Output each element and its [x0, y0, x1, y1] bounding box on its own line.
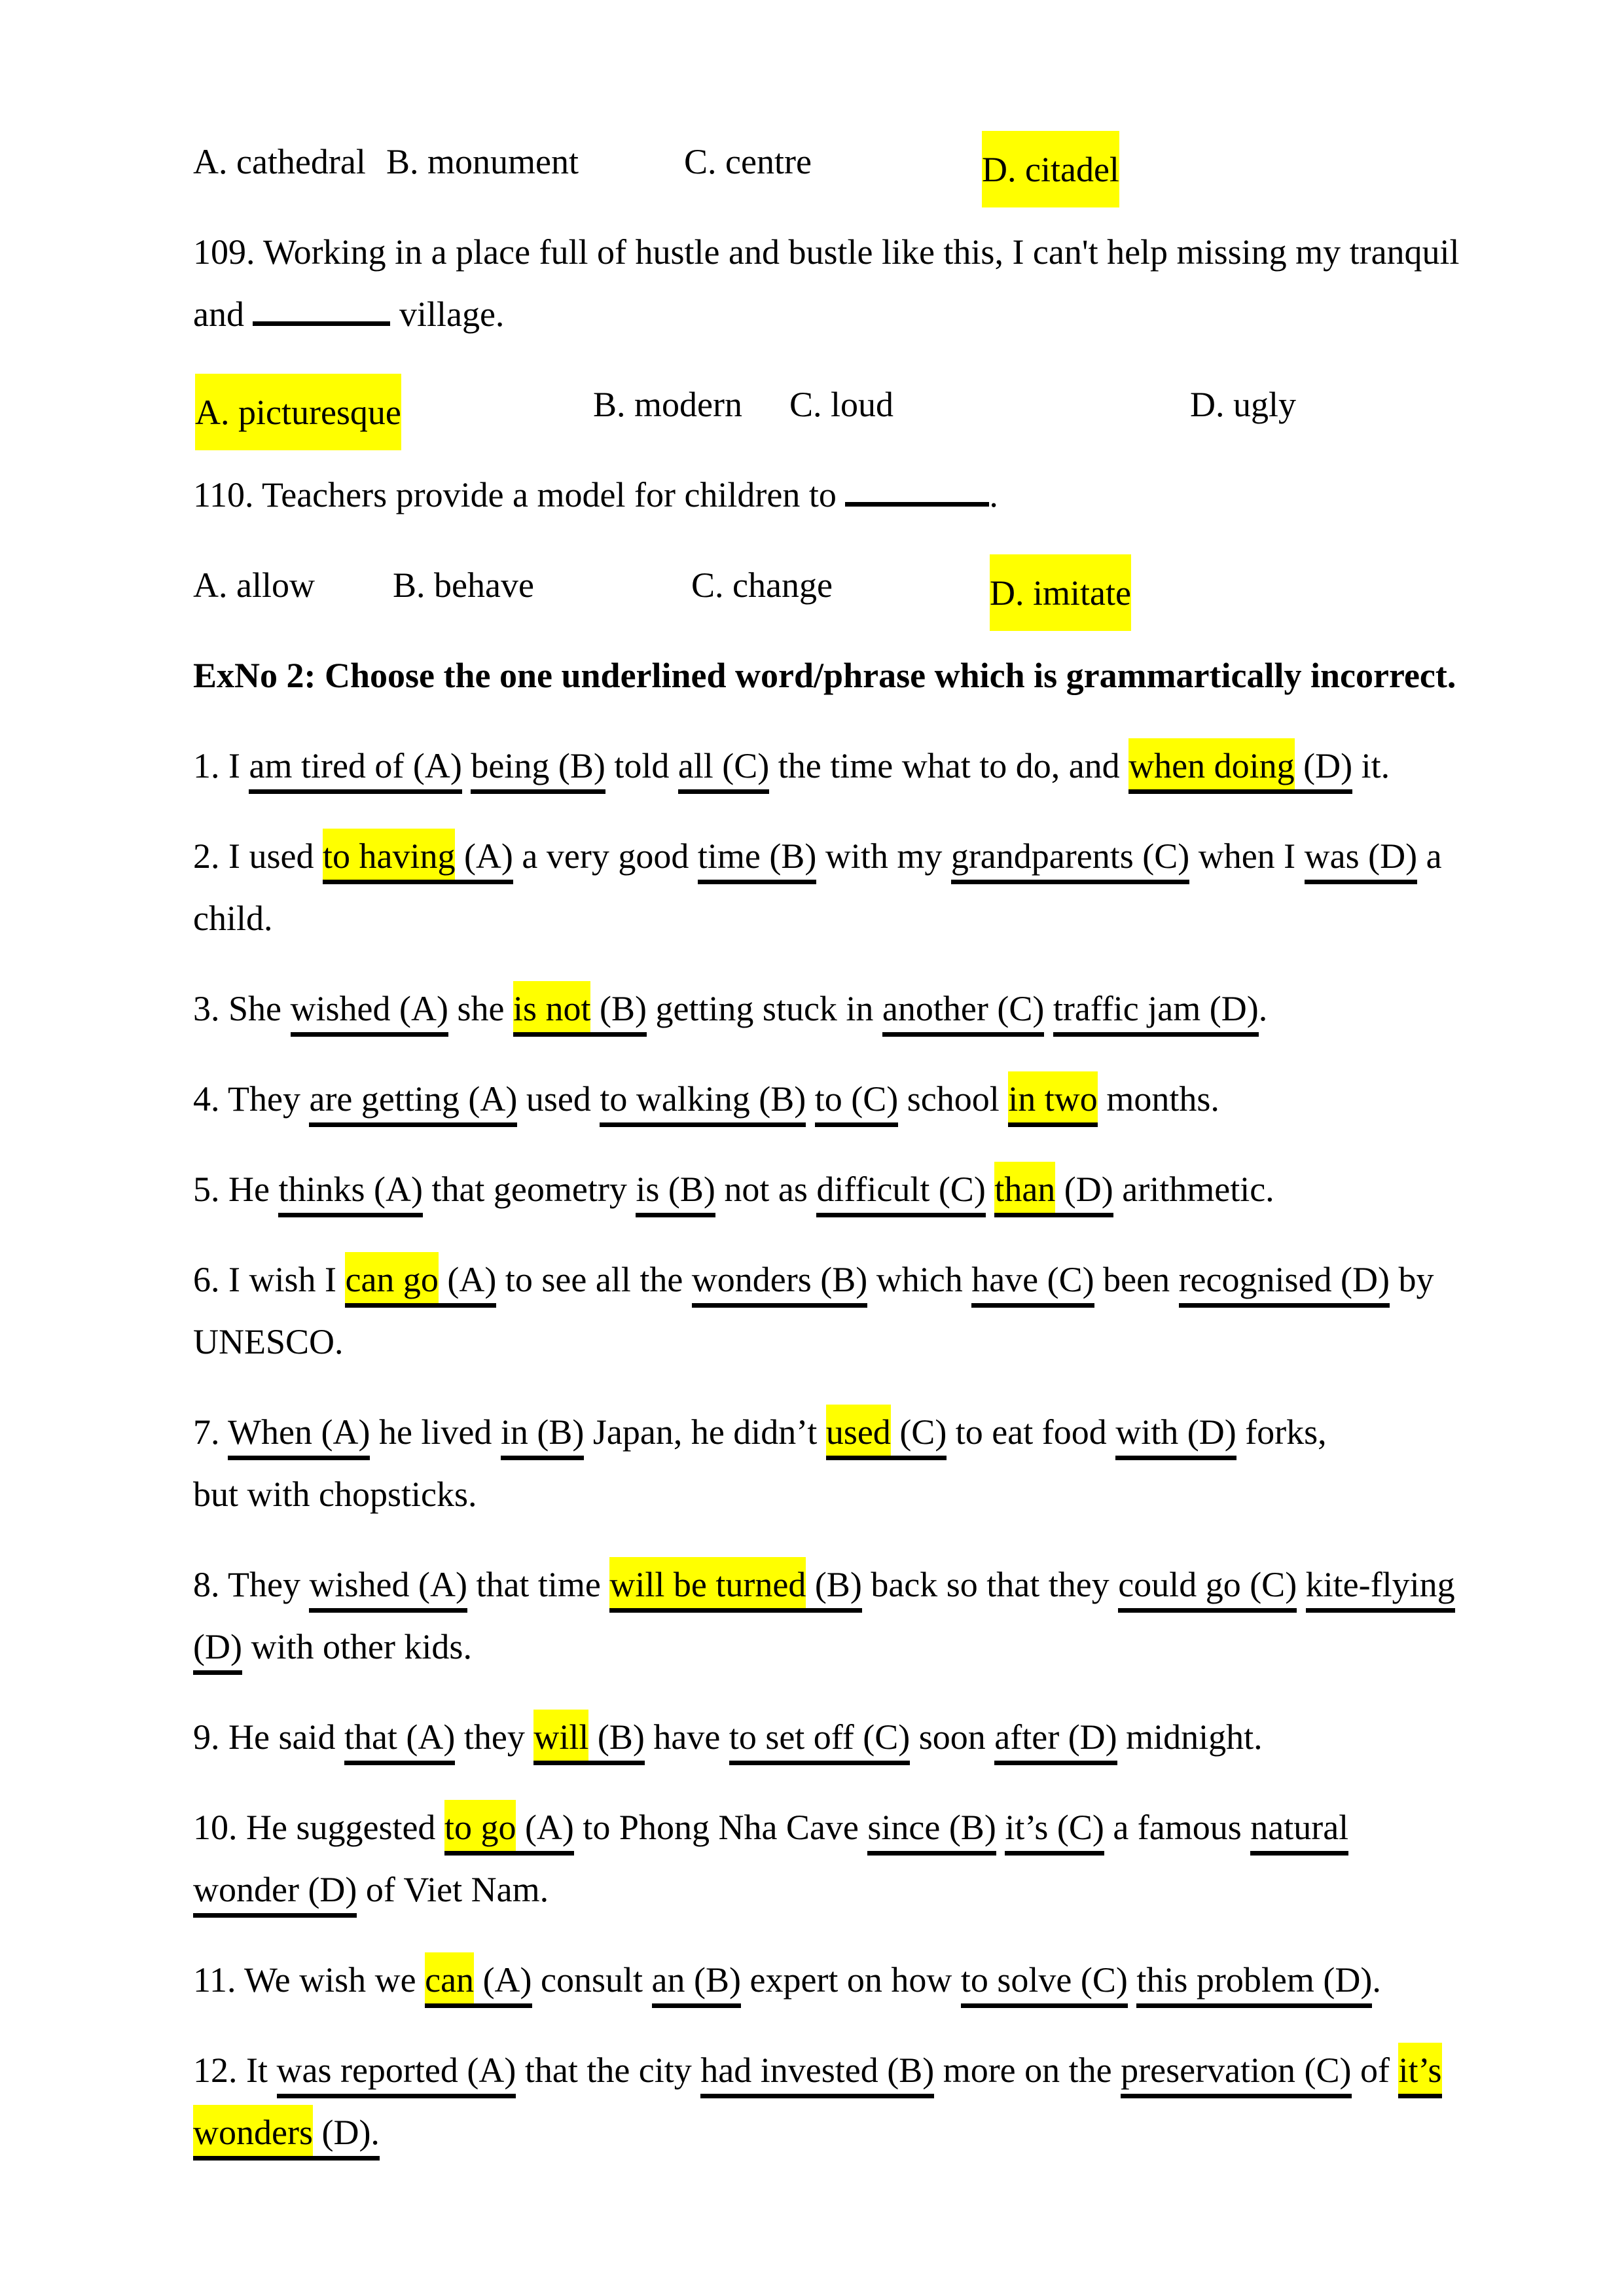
- underlined-phrase: an (B): [652, 1960, 741, 2008]
- text-run: [986, 1170, 995, 1209]
- text-run: Japan, he didn’t: [584, 1412, 826, 1452]
- text-run: to eat food: [947, 1412, 1116, 1452]
- option-item: B. behave: [393, 565, 534, 605]
- text-run: months.: [1097, 1079, 1219, 1119]
- text-run: getting stuck in: [646, 989, 882, 1028]
- option-item: B. modern: [593, 385, 742, 424]
- underlined-phrase: in (B): [501, 1412, 585, 1460]
- highlighted-underlined-phrase: can: [425, 1952, 474, 2008]
- option-item-answer: D. citadel: [982, 131, 1119, 207]
- underlined-phrase: preservation (C): [1121, 2051, 1351, 2098]
- text-run: village.: [390, 295, 505, 334]
- text-line: [193, 978, 1502, 1040]
- text-run: [996, 1808, 1005, 1847]
- text-line: [193, 735, 1502, 797]
- paragraph: [193, 2039, 1502, 2164]
- underlined-phrase: to solve (C): [961, 1960, 1128, 2008]
- text-run: which: [867, 1260, 972, 1299]
- paragraph: [193, 978, 1502, 1040]
- text-run: used: [517, 1079, 600, 1119]
- highlighted-underlined-phrase: wonders: [193, 2105, 313, 2161]
- text-line: [193, 2039, 1502, 2102]
- underlined-phrase: (A): [439, 1260, 496, 1308]
- text-run: that the city: [516, 2051, 701, 2090]
- text-run: to Phong Nha Cave: [573, 1808, 868, 1847]
- underlined-phrase: was (D): [1305, 836, 1417, 884]
- text-run: soon: [910, 1717, 995, 1757]
- text-run: 8. They: [193, 1565, 310, 1604]
- paragraph: [193, 464, 1502, 526]
- text-run: .: [989, 475, 998, 514]
- text-line: [193, 1068, 1502, 1130]
- underlined-phrase: (D).: [313, 2113, 380, 2161]
- underlined-phrase: (D): [1055, 1170, 1113, 1217]
- highlighted-underlined-phrase: will: [533, 1710, 588, 1765]
- underlined-phrase: traffic jam (D): [1053, 989, 1259, 1037]
- paragraph: [193, 825, 1502, 950]
- text-run: she: [448, 989, 513, 1028]
- text-run: with other kids.: [242, 1627, 472, 1666]
- underlined-phrase: (B): [588, 1717, 644, 1765]
- underlined-phrase: that (A): [344, 1717, 455, 1765]
- underlined-phrase: wished (A): [291, 989, 448, 1037]
- text-line: [193, 1158, 1502, 1221]
- text-run: the time what to do, and: [769, 746, 1129, 785]
- text-run: arithmetic.: [1113, 1170, 1274, 1209]
- text-run: by: [1389, 1260, 1434, 1299]
- underlined-phrase: thinks (A): [278, 1170, 422, 1217]
- text-run: more on the: [934, 2051, 1121, 2090]
- text-run: [1044, 989, 1053, 1028]
- underlined-phrase: it’s (C): [1005, 1808, 1104, 1856]
- text-run: 6. I wish I: [193, 1260, 346, 1299]
- underlined-phrase: (A): [455, 836, 513, 884]
- paragraph: [193, 1068, 1502, 1130]
- text-line: [193, 645, 1502, 707]
- text-run: 5. He: [193, 1170, 279, 1209]
- option-item-answer: D. imitate: [990, 554, 1131, 631]
- text-run: when I: [1189, 836, 1305, 876]
- text-run: 4. They: [193, 1079, 310, 1119]
- underlined-phrase: (A): [474, 1960, 532, 2008]
- text-run: and: [193, 295, 253, 334]
- underlined-phrase: (B): [590, 989, 646, 1037]
- underlined-phrase: wished (A): [309, 1565, 467, 1613]
- text-run: forks,: [1236, 1412, 1327, 1452]
- option-item: C. change: [691, 565, 833, 605]
- text-line: [193, 888, 1502, 950]
- underlined-phrase: kite-flying: [1306, 1565, 1455, 1613]
- text-run: 7.: [193, 1412, 228, 1452]
- answer-blank: [845, 467, 989, 507]
- text-run: [806, 1079, 815, 1119]
- text-run: 9. He said: [193, 1717, 344, 1757]
- text-run: 2. I used: [193, 836, 323, 876]
- option-item: C. centre: [684, 142, 812, 181]
- highlighted-underlined-phrase: it’s: [1398, 2043, 1441, 2098]
- underlined-phrase: difficult (C): [816, 1170, 985, 1217]
- text-run: a famous: [1104, 1808, 1251, 1847]
- text-line: [193, 1249, 1502, 1311]
- answer-blank: [253, 286, 390, 326]
- highlighted-underlined-phrase: used: [826, 1405, 891, 1460]
- text-run: to see all the: [496, 1260, 692, 1299]
- underlined-phrase: another (C): [882, 989, 1044, 1037]
- underlined-phrase: was reported (A): [277, 2051, 516, 2098]
- paragraph: [193, 221, 1502, 346]
- text-run: .: [1258, 989, 1268, 1028]
- text-line: [193, 283, 1502, 346]
- paragraph: [193, 1554, 1502, 1678]
- underlined-phrase: (D): [193, 1627, 242, 1675]
- text-line: [193, 464, 1502, 526]
- text-run: UNESCO.: [193, 1322, 344, 1361]
- underlined-phrase: (B): [806, 1565, 861, 1613]
- underlined-phrase: to set off (C): [729, 1717, 910, 1765]
- text-run: [1297, 1565, 1306, 1604]
- paragraph: [193, 1706, 1502, 1768]
- highlighted-underlined-phrase: will be turned: [609, 1557, 806, 1613]
- text-line: [193, 2102, 1502, 2164]
- underlined-phrase: this problem (D): [1136, 1960, 1372, 2008]
- text-run: but with chopsticks.: [193, 1475, 477, 1514]
- highlighted-underlined-phrase: to go: [444, 1800, 516, 1856]
- underlined-phrase: have (C): [971, 1260, 1094, 1308]
- text-run: told: [605, 746, 678, 785]
- underlined-phrase: since (B): [867, 1808, 996, 1856]
- text-run: 3. She: [193, 989, 291, 1028]
- text-run: 12. It: [193, 2051, 277, 2090]
- text-run: [462, 746, 471, 785]
- underlined-phrase: is (B): [636, 1170, 715, 1217]
- paragraph: [193, 1797, 1502, 1921]
- text-run: have: [644, 1717, 729, 1757]
- options-row: [193, 374, 1502, 436]
- text-run: been: [1094, 1260, 1179, 1299]
- underlined-phrase: wonder (D): [193, 1870, 357, 1918]
- text-run: of: [1351, 2051, 1399, 2090]
- underlined-phrase: (A): [516, 1808, 573, 1856]
- underlined-phrase: to walking (B): [600, 1079, 806, 1127]
- highlighted-underlined-phrase: is not: [513, 981, 591, 1037]
- section-heading: [193, 645, 1502, 707]
- text-run: a very good: [513, 836, 698, 876]
- text-run: of Viet Nam.: [357, 1870, 549, 1909]
- paragraph: [193, 1949, 1502, 2011]
- highlighted-underlined-phrase: to having: [323, 829, 455, 884]
- highlighted-underlined-phrase: than: [994, 1162, 1055, 1217]
- underlined-phrase: being (B): [471, 746, 605, 794]
- underlined-phrase: grandparents (C): [951, 836, 1189, 884]
- text-line: [193, 221, 1502, 283]
- text-run: with my: [816, 836, 951, 876]
- option-item: A. allow: [193, 565, 315, 605]
- option-item: A. cathedral: [193, 142, 366, 181]
- option-item: B. monument: [386, 142, 579, 181]
- underlined-phrase: am tired of (A): [249, 746, 461, 794]
- underlined-phrase: could go (C): [1118, 1565, 1297, 1613]
- text-line: [193, 1797, 1502, 1859]
- underlined-phrase: wonders (B): [692, 1260, 867, 1308]
- highlighted-underlined-phrase: in two: [1008, 1071, 1098, 1127]
- text-run: expert on how: [740, 1960, 961, 2000]
- text-run: 1. I: [193, 746, 249, 785]
- text-run: 109. Working in a place full of hustle and bustle like this, I can't help missing my tranquil: [193, 232, 1460, 272]
- underlined-phrase: to (C): [815, 1079, 899, 1127]
- underlined-phrase: (C): [891, 1412, 947, 1460]
- text-run: not as: [715, 1170, 817, 1209]
- text-line: [193, 1949, 1502, 2011]
- text-line: [193, 1311, 1502, 1373]
- paragraph: [193, 735, 1502, 797]
- text-run: they: [455, 1717, 534, 1757]
- underlined-phrase: had invested (B): [700, 2051, 934, 2098]
- underlined-phrase: after (D): [994, 1717, 1117, 1765]
- text-line: [193, 1554, 1502, 1616]
- option-item-answer: A. picturesque: [195, 374, 401, 450]
- text-run: .: [1372, 1960, 1381, 2000]
- text-run: [1128, 1960, 1137, 2000]
- option-item: C. loud: [789, 385, 894, 424]
- paragraph: [193, 1158, 1502, 1221]
- text-run: child.: [193, 899, 273, 938]
- text-line: [193, 825, 1502, 888]
- text-run: ExNo 2: Choose the one underlined word/phrase which is grammartically incorrect.: [193, 656, 1456, 695]
- text-run: that geometry: [422, 1170, 636, 1209]
- underlined-phrase: (D): [1295, 746, 1352, 794]
- option-item: D. ugly: [1190, 385, 1296, 424]
- paragraph: [193, 1401, 1502, 1526]
- highlighted-underlined-phrase: when doing: [1128, 738, 1294, 794]
- highlighted-underlined-phrase: can go: [345, 1252, 438, 1308]
- text-line: [193, 1401, 1502, 1463]
- underlined-phrase: natural: [1250, 1808, 1348, 1856]
- underlined-phrase: with (D): [1115, 1412, 1236, 1460]
- text-line: [193, 1706, 1502, 1768]
- text-run: midnight.: [1117, 1717, 1263, 1757]
- text-line: [193, 1616, 1502, 1678]
- text-run: that time: [467, 1565, 610, 1604]
- underlined-phrase: When (A): [228, 1412, 370, 1460]
- underlined-phrase: all (C): [678, 746, 769, 794]
- underlined-phrase: are getting (A): [309, 1079, 517, 1127]
- text-run: a: [1417, 836, 1442, 876]
- text-run: 110. Teachers provide a model for children to: [193, 475, 846, 514]
- underlined-phrase: recognised (D): [1179, 1260, 1390, 1308]
- text-line: [193, 1463, 1502, 1526]
- text-run: back so that they: [861, 1565, 1119, 1604]
- text-run: 11. We wish we: [193, 1960, 425, 2000]
- paragraph: [193, 1249, 1502, 1373]
- text-run: 10. He suggested: [193, 1808, 444, 1847]
- options-row: [193, 131, 1502, 193]
- text-line: [193, 1859, 1502, 1921]
- underlined-phrase: time (B): [698, 836, 816, 884]
- text-run: consult: [532, 1960, 652, 2000]
- text-run: he lived: [370, 1412, 501, 1452]
- text-run: it.: [1352, 746, 1390, 785]
- options-row: [193, 554, 1502, 617]
- text-run: school: [898, 1079, 1009, 1119]
